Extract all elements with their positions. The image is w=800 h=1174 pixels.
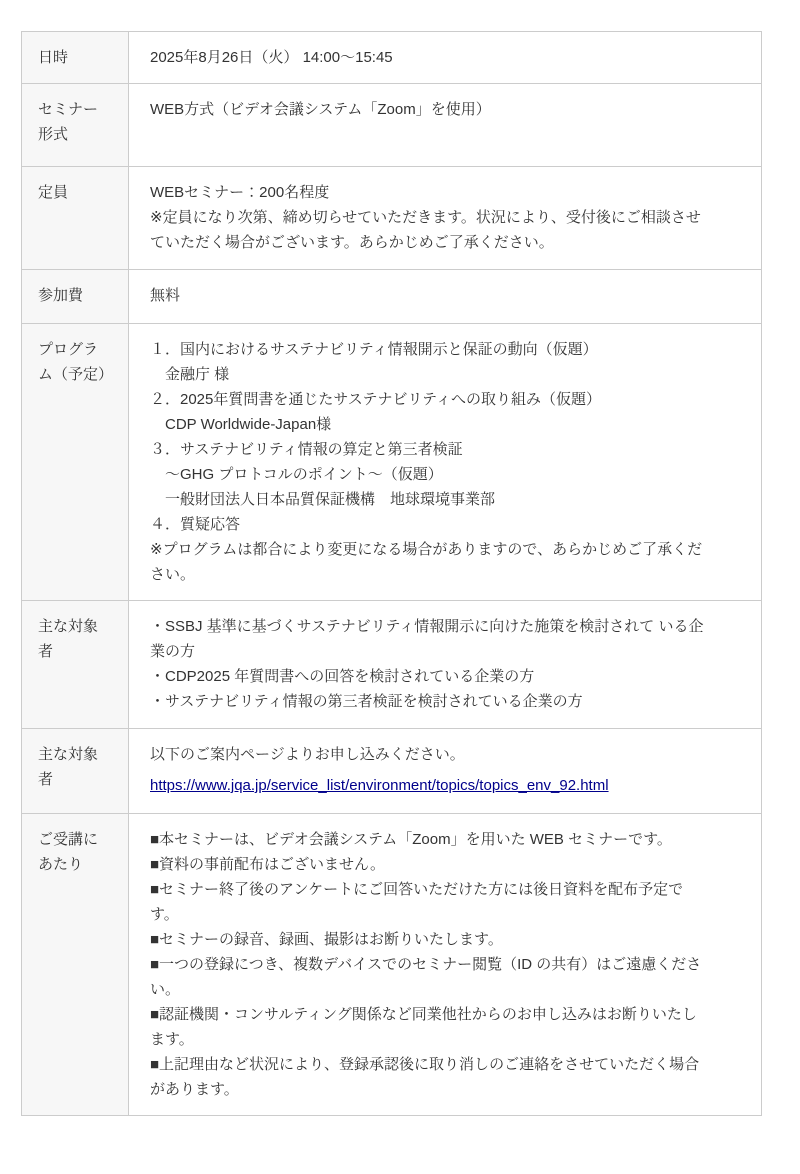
row-header-label: ご受講にあたり (38, 831, 99, 873)
row-header-label: 主な対象者 (38, 746, 99, 788)
row-content-format (129, 84, 762, 167)
attendance-note-6: ■認証機関・コンサルティング関係など同業他社からのお申し込みはお断りいたします。 (150, 1006, 697, 1048)
row-header-label: 参加費 (38, 287, 84, 304)
row-header-application (22, 729, 129, 814)
table-row-program (22, 324, 762, 601)
program-item-2-speaker: CDP Worldwide-Japan様 (150, 416, 332, 433)
application-link[interactable]: https://www.jqa.jp/service_list/environment/topics/topics_env_92.html (150, 777, 609, 794)
row-content-capacity (129, 167, 762, 270)
format-value: WEB方式（ビデオ会議システム「Zoom」を使用） (150, 101, 491, 118)
table-row-fee (22, 270, 762, 324)
attendance-note-4: ■セミナーの録音、録画、撮影はお断りいたします。 (150, 931, 503, 948)
row-content-attendance-notes (129, 814, 762, 1116)
audience-item-1: ・SSBJ 基準に基づくサステナビリティ情報開示に向けた施策を検討されて いる企業の方 (150, 618, 704, 660)
program-item-3-subtitle: ～GHG プロトコルのポイント～（仮題） (150, 466, 443, 483)
program-item-2: ２．2025年質問書を通じたサステナビリティへの取り組み（仮題） (150, 391, 601, 408)
application-instruction: 以下のご案内ページよりお申し込みください。 (150, 746, 465, 763)
row-header-audience (22, 601, 129, 729)
program-item-4: ４．質疑応答 (150, 516, 241, 533)
attendance-note-1: ■本セミナーは、ビデオ会議システム「Zoom」を用いた WEB セミナーです。 (150, 831, 672, 848)
attendance-note-5: ■一つの登録につき、複数デバイスでのセミナー閲覧（ID の共有）はご遠慮ください。 (150, 956, 702, 998)
row-content-datetime (129, 32, 762, 84)
row-header-format (22, 84, 129, 167)
row-header-attendance-notes (22, 814, 129, 1116)
seminar-info-table-wrap (21, 31, 800, 1116)
seminar-info-table (21, 31, 762, 1116)
program-item-1-speaker: 金融庁 様 (150, 366, 230, 383)
program-item-3-speaker: 一般財団法人日本品質保証機構 地球環境事業部 (150, 491, 496, 508)
capacity-note: ※定員になり次第、締め切らせていただきます。状況により、受付後にご相談させていただく場合がございます。あらかじめご了承ください。 (150, 209, 701, 251)
row-content-program (129, 324, 762, 601)
row-header-datetime (22, 32, 129, 84)
attendance-note-2: ■資料の事前配布はございません。 (150, 856, 385, 873)
row-header-label: 主な対象者 (38, 618, 99, 660)
program-note: ※プログラムは都合により変更になる場合がありますので、あらかじめご了承ください。 (150, 541, 703, 583)
capacity-value: WEBセミナー：200名程度 (150, 184, 330, 201)
table-row-capacity (22, 167, 762, 270)
row-header-label: プログラム（予定） (38, 341, 114, 383)
row-header-fee (22, 270, 129, 324)
audience-item-2: ・CDP2025 年質問書への回答を検討されている企業の方 (150, 668, 535, 685)
row-header-label: 定員 (38, 184, 69, 201)
program-item-1: １．国内におけるサステナビリティ情報開示と保証の動向（仮題） (150, 341, 598, 358)
datetime-value: 2025年8月26日（火） 14:00～15:45 (150, 49, 393, 66)
row-content-audience (129, 601, 762, 729)
row-header-label: 日時 (38, 49, 69, 66)
row-header-program (22, 324, 129, 601)
program-item-3: ３．サステナビリティ情報の算定と第三者検証 (150, 441, 463, 458)
audience-item-3: ・サステナビリティ情報の第三者検証を検討されている企業の方 (150, 693, 583, 710)
table-row-audience (22, 601, 762, 729)
row-content-application (129, 729, 762, 814)
attendance-note-7: ■上記理由など状況により、登録承認後に取り消しのご連絡をさせていただく場合があります。 (150, 1056, 700, 1098)
table-row-application (22, 729, 762, 814)
attendance-note-3: ■セミナー終了後のアンケートにご回答いただけた方には後日資料を配布予定です。 (150, 881, 684, 923)
table-row-attendance-notes (22, 814, 762, 1116)
row-header-capacity (22, 167, 129, 270)
row-header-label: セミナー形式 (38, 101, 99, 143)
fee-value: 無料 (150, 287, 181, 304)
table-row-format (22, 84, 762, 167)
table-row-datetime (22, 32, 762, 84)
row-content-fee (129, 270, 762, 324)
